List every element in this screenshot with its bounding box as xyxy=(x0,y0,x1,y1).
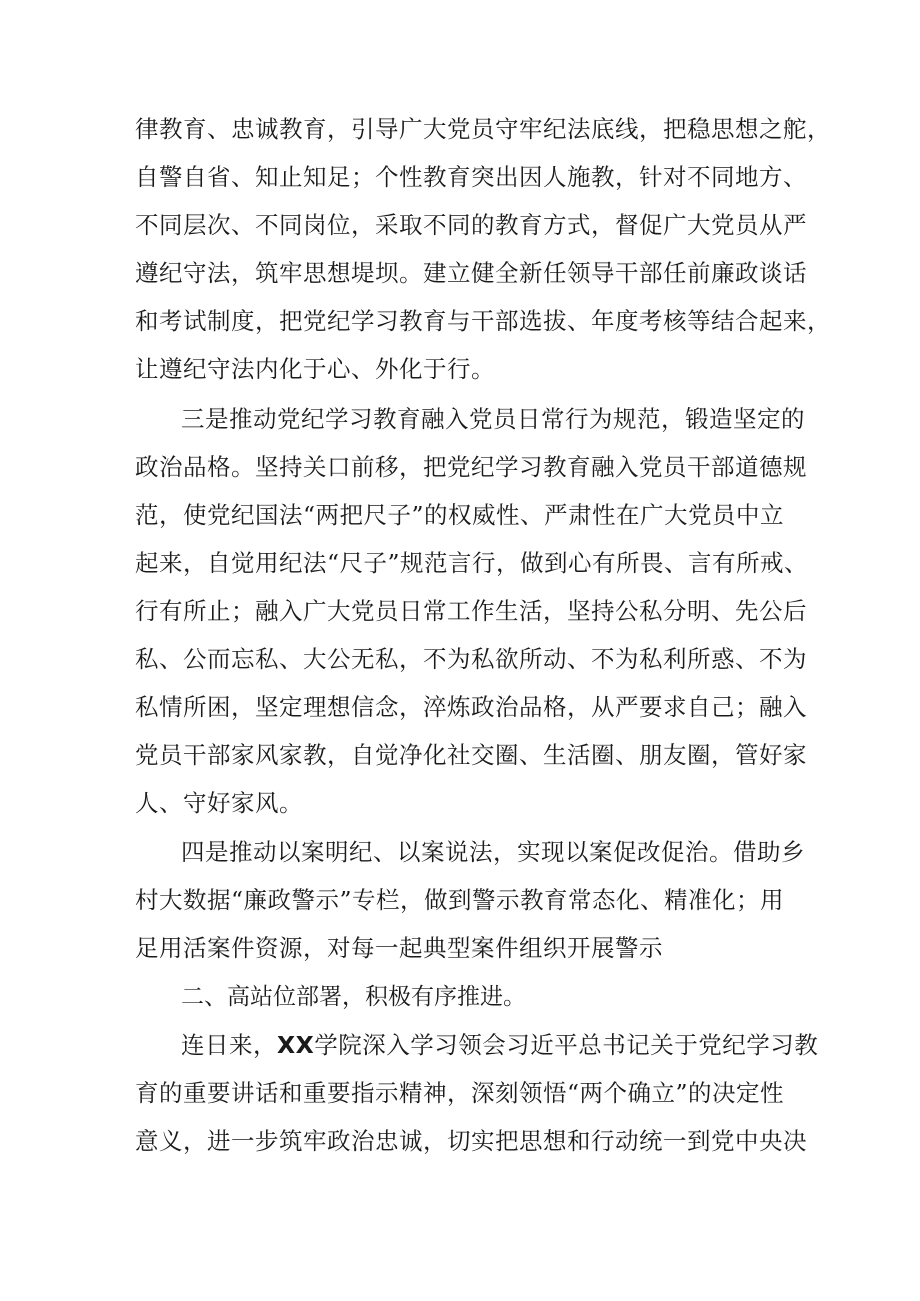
text-line: 律教育、忠诚教育，引导广大党员守牢纪法底线，把稳思想之舵， xyxy=(135,115,831,143)
text-line: 足用活案件资源，对每一起典型案件组织开展警示 xyxy=(135,934,663,962)
text-line: 不同层次、不同岗位，采取不同的教育方式，督促广大党员从严 xyxy=(135,211,807,239)
paragraph-first-line: 四是推动以案明纪、以案说法，实现以案促改促治。借助乡 xyxy=(181,838,805,866)
text-line: 私、公而忘私、大公无私，不为私欲所动、不为私利所惑、不为 xyxy=(135,645,807,673)
text-line: 和考试制度，把党纪学习教育与干部选拔、年度考核等结合起来， xyxy=(135,307,831,335)
text-line: 党员干部家风家教，自觉净化社交圈、生活圈、朋友圈，管好家 xyxy=(135,741,807,769)
org-abbreviation: XX xyxy=(277,1031,315,1059)
text-line: 自警自省、知止知足；个性教育突出因人施教，针对不同地方、 xyxy=(135,163,807,191)
text-line: 育的重要讲话和重要指示精神，深刻领悟“两个确立”的决定性 xyxy=(135,1079,785,1107)
text-span: 连日来， xyxy=(181,1031,277,1059)
text-line: 起来，自觉用纪法“尺子”规范言行，做到心有所畏、言有所戒、 xyxy=(135,549,809,577)
text-line: 私情所困，坚定理想信念，淬炼政治品格，从严要求自己；融入 xyxy=(135,693,807,721)
text-line: 人、守好家风。 xyxy=(135,789,303,817)
paragraph-first-line xyxy=(181,1028,841,1062)
section-heading: 二、高站位部署，积极有序推进。 xyxy=(181,984,526,1010)
text-line: 让遵纪守法内化于心、外化于行。 xyxy=(135,355,495,383)
text-span: 学院深入学习领会习近平总书记关于党纪学习教 xyxy=(314,1031,819,1059)
text-line: 范，使党纪国法“两把尺子”的权威性、严肃性在广大党员中立 xyxy=(135,501,785,529)
text-line: 行有所止；融入广大党员日常工作生活，坚持公私分明、先公后 xyxy=(135,597,807,625)
text-line: 意义，进一步筑牢政治忠诚，切实把思想和行动统一到党中央决 xyxy=(135,1127,807,1155)
text-line: 政治品格。坚持关口前移，把党纪学习教育融入党员干部道德规 xyxy=(135,453,807,481)
paragraph-first-line: 三是推动党纪学习教育融入党员日常行为规范，锻造坚定的 xyxy=(181,405,805,433)
text-line: 遵纪守法，筑牢思想堤坝。建立健全新任领导干部任前廉政谈话 xyxy=(135,259,807,287)
text-line: 村大数据“廉政警示”专栏，做到警示教育常态化、精准化；用 xyxy=(135,886,785,914)
